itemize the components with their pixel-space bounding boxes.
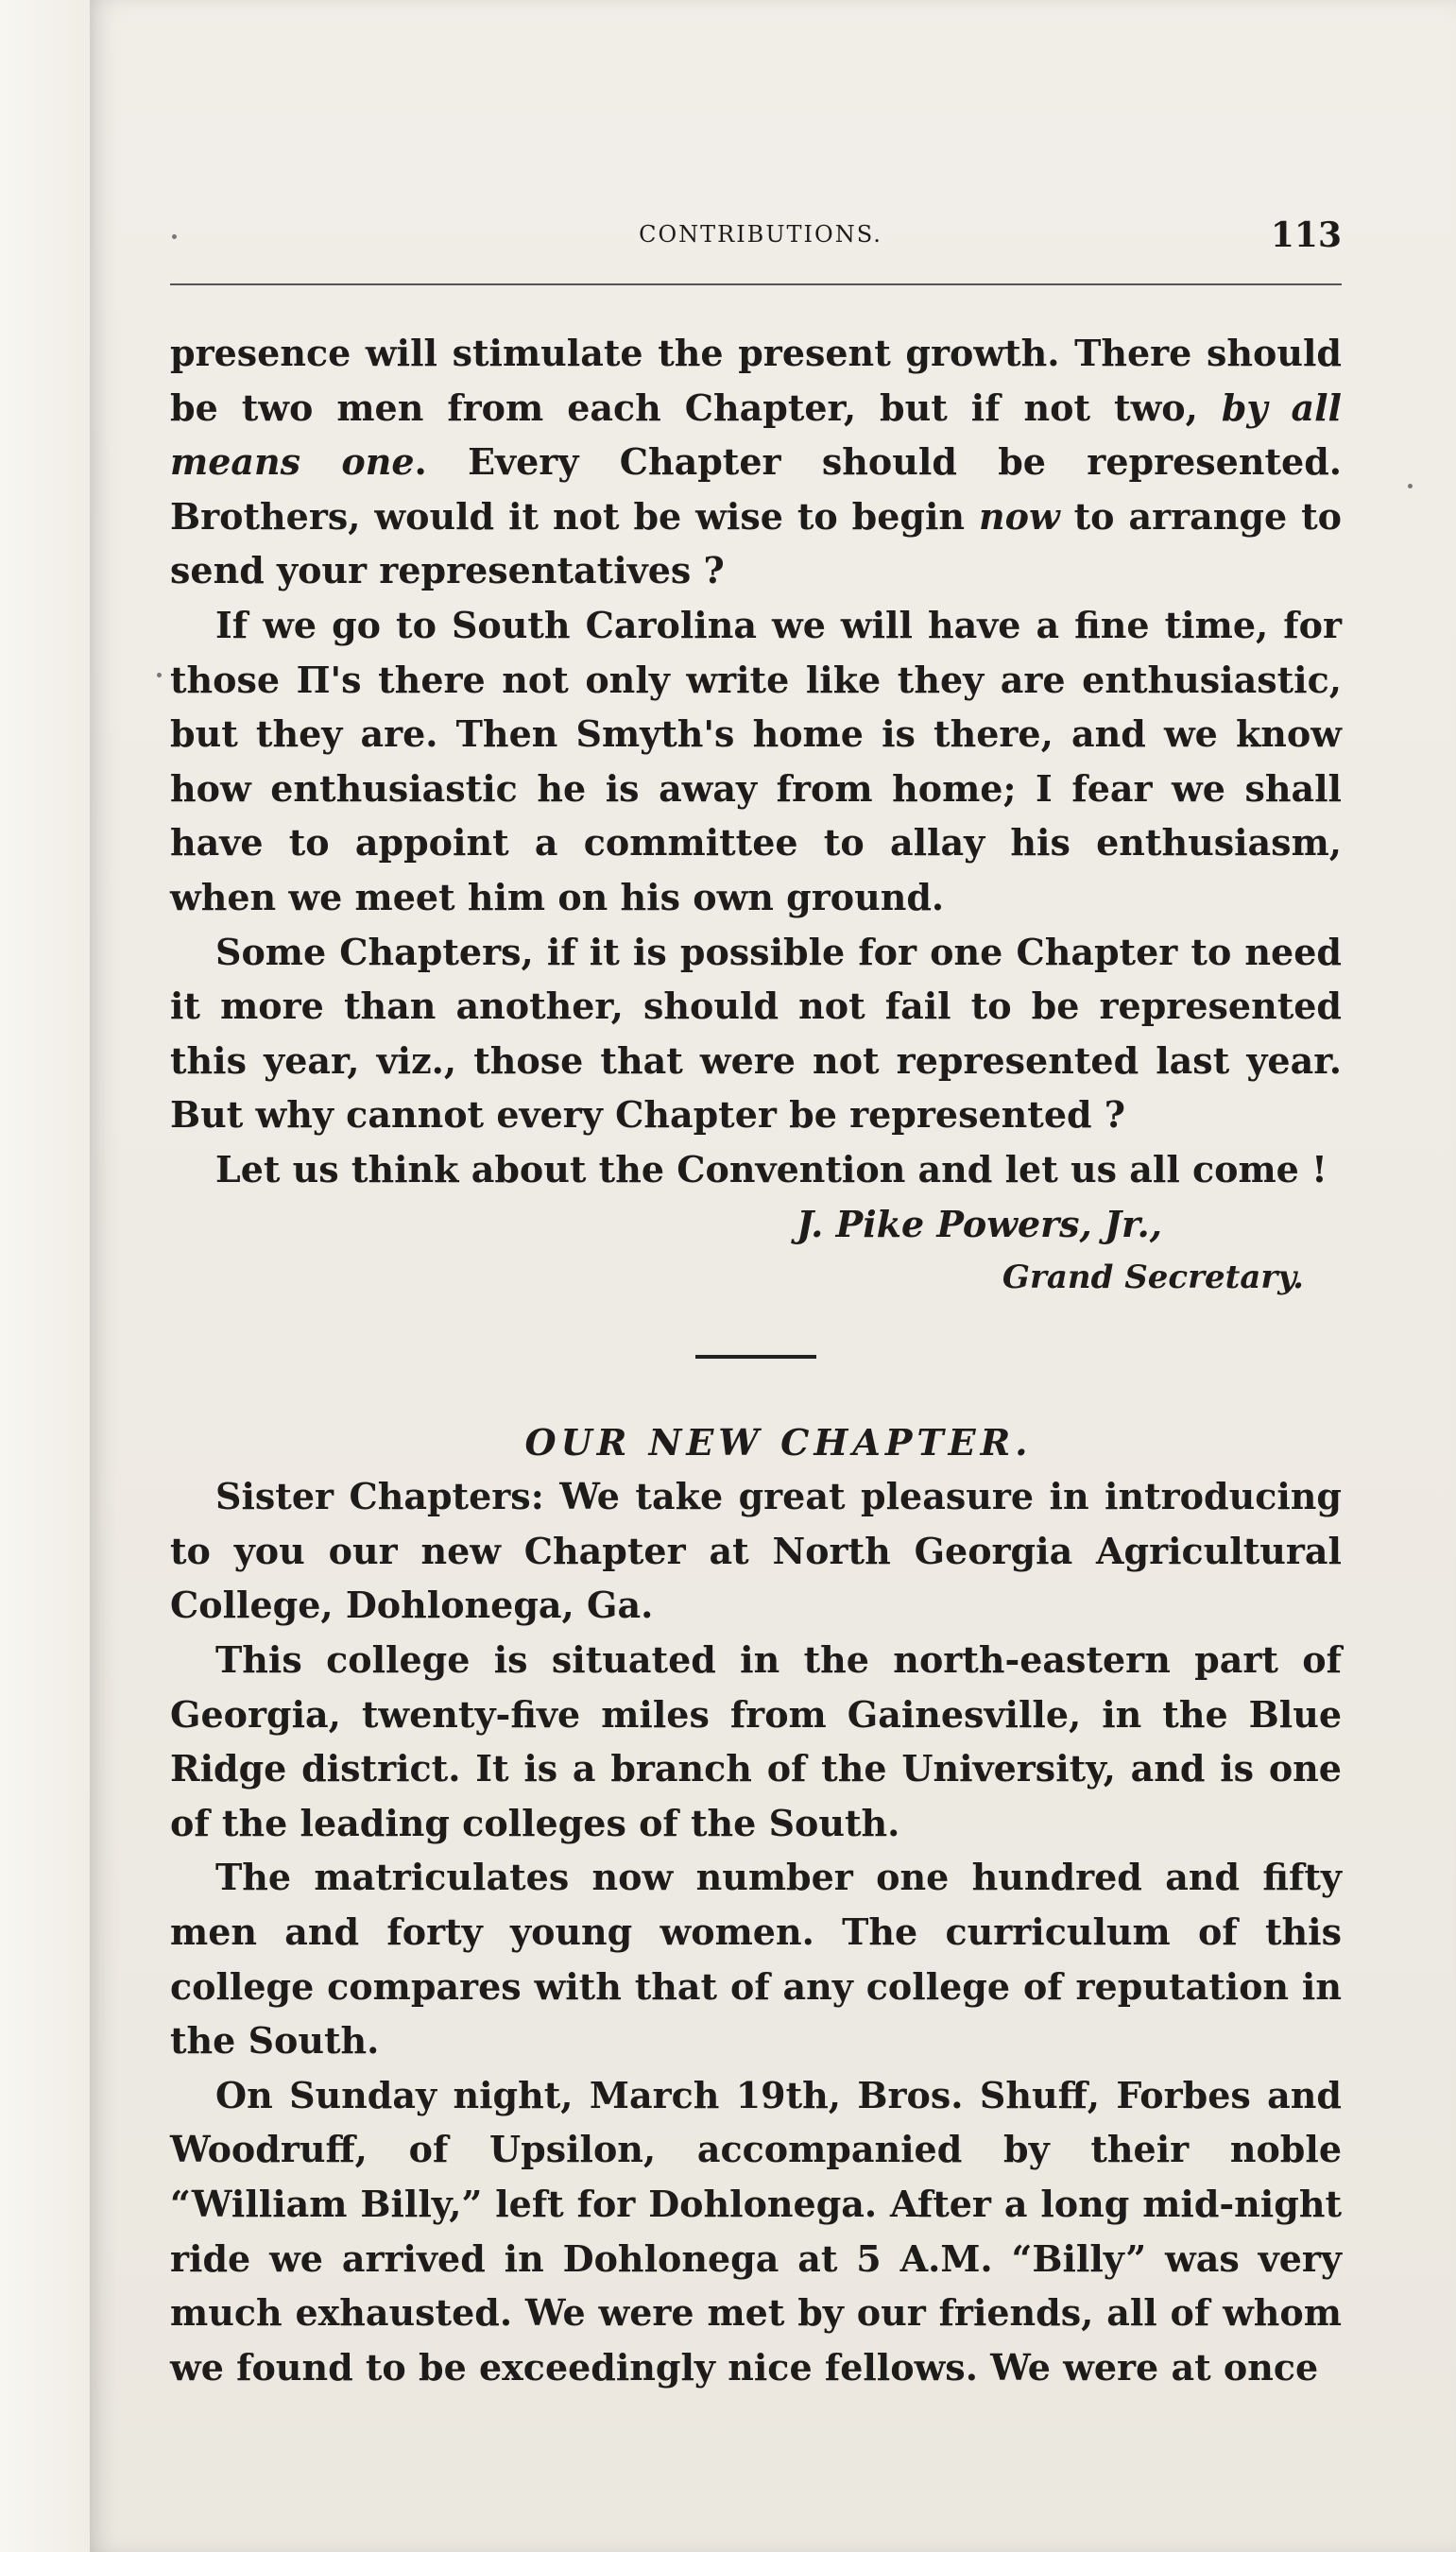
paragraph-text: If we go to South Carolina we will have a fine time, for those Π's there not only write like they are enthusiastic, but they are. Then Smyth's home is there, and we know how enthusiastic he is away from home; I fear we shall have to appoint a committee to allay his enthusiasm, when we meet him on his own ground. [170, 603, 1342, 918]
paragraph-text: This college is situated in the north-eastern part of Georgia, twenty-five miles from Gainesville, in the Blue Ridge district. It is a branch of the University, and is one of the leading colleges of the South. [170, 1638, 1342, 1844]
paragraph-text: Some Chapters, if it is possible for one Chapter to need it more than another, should not fail to be represented this year, viz., those that were not represented last year. But why cannot every Chapter be represented ? [170, 930, 1342, 1137]
scan-left-margin [0, 0, 90, 2552]
body-paragraph [170, 1850, 1342, 2067]
body-paragraph [170, 2068, 1342, 2395]
signature-title: Grand Secretary. [1002, 1259, 1304, 1297]
paragraph-text: Let us think about the Convention and let us all come ! [215, 1147, 1328, 1190]
page-number: 113 [1270, 215, 1342, 255]
running-title: CONTRIBUTIONS. [639, 221, 882, 248]
body-paragraph [170, 1469, 1342, 1633]
running-header [170, 215, 1342, 282]
italic-text: by all means one [170, 385, 1342, 484]
body-paragraph [170, 925, 1342, 1142]
body-paragraph [170, 1633, 1342, 1850]
paragraph-text: presence will stimulate the present growth. There should be two men from each Chapter, but if not two, [170, 332, 1342, 429]
signature-name: J. Pike Powers, Jr., [797, 1202, 1162, 1245]
body-paragraph [170, 598, 1342, 925]
section-title: OUR NEW CHAPTER. [524, 1420, 1033, 1464]
paragraph-text: The matriculates now number one hundred and fifty men and forty young women. The curriculum of this college compares with that of any college of reputation in the South. [170, 1856, 1342, 2063]
scan-speck [1408, 484, 1413, 488]
paragraph-text: to arrange to send your representatives ? [170, 494, 1342, 592]
article-our-new-chapter [170, 1469, 1342, 2394]
section-divider [695, 1355, 816, 1359]
article-contribution [170, 326, 1342, 1197]
page-body [170, 326, 1342, 2394]
body-paragraph [170, 326, 1342, 598]
italic-text: now [979, 494, 1060, 538]
scan-speck [157, 673, 162, 677]
header-rule [170, 283, 1342, 285]
paragraph-text: Sister Chapters: We take great pleasure in introducing to you our new Chapter at North Georgia Agricultural College, Dohlonega, Ga. [170, 1475, 1342, 1627]
paragraph-text: . Every Chapter should be represented. Brothers, would it not be wise to begin [170, 440, 1342, 538]
body-paragraph [170, 1142, 1342, 1197]
paragraph-text: On Sunday night, March 19th, Bros. Shuff, Forbes and Woodruff, of Upsilon, accompanied by their noble “William Billy,” left for Dohlonega. After a long mid-night ride we arrived in Dohlonega at 5 A.M. “Billy” was very much exhausted. We were met by our friends, all of whom we found to be exceedingly nice fellows. We were at once [170, 2073, 1342, 2389]
